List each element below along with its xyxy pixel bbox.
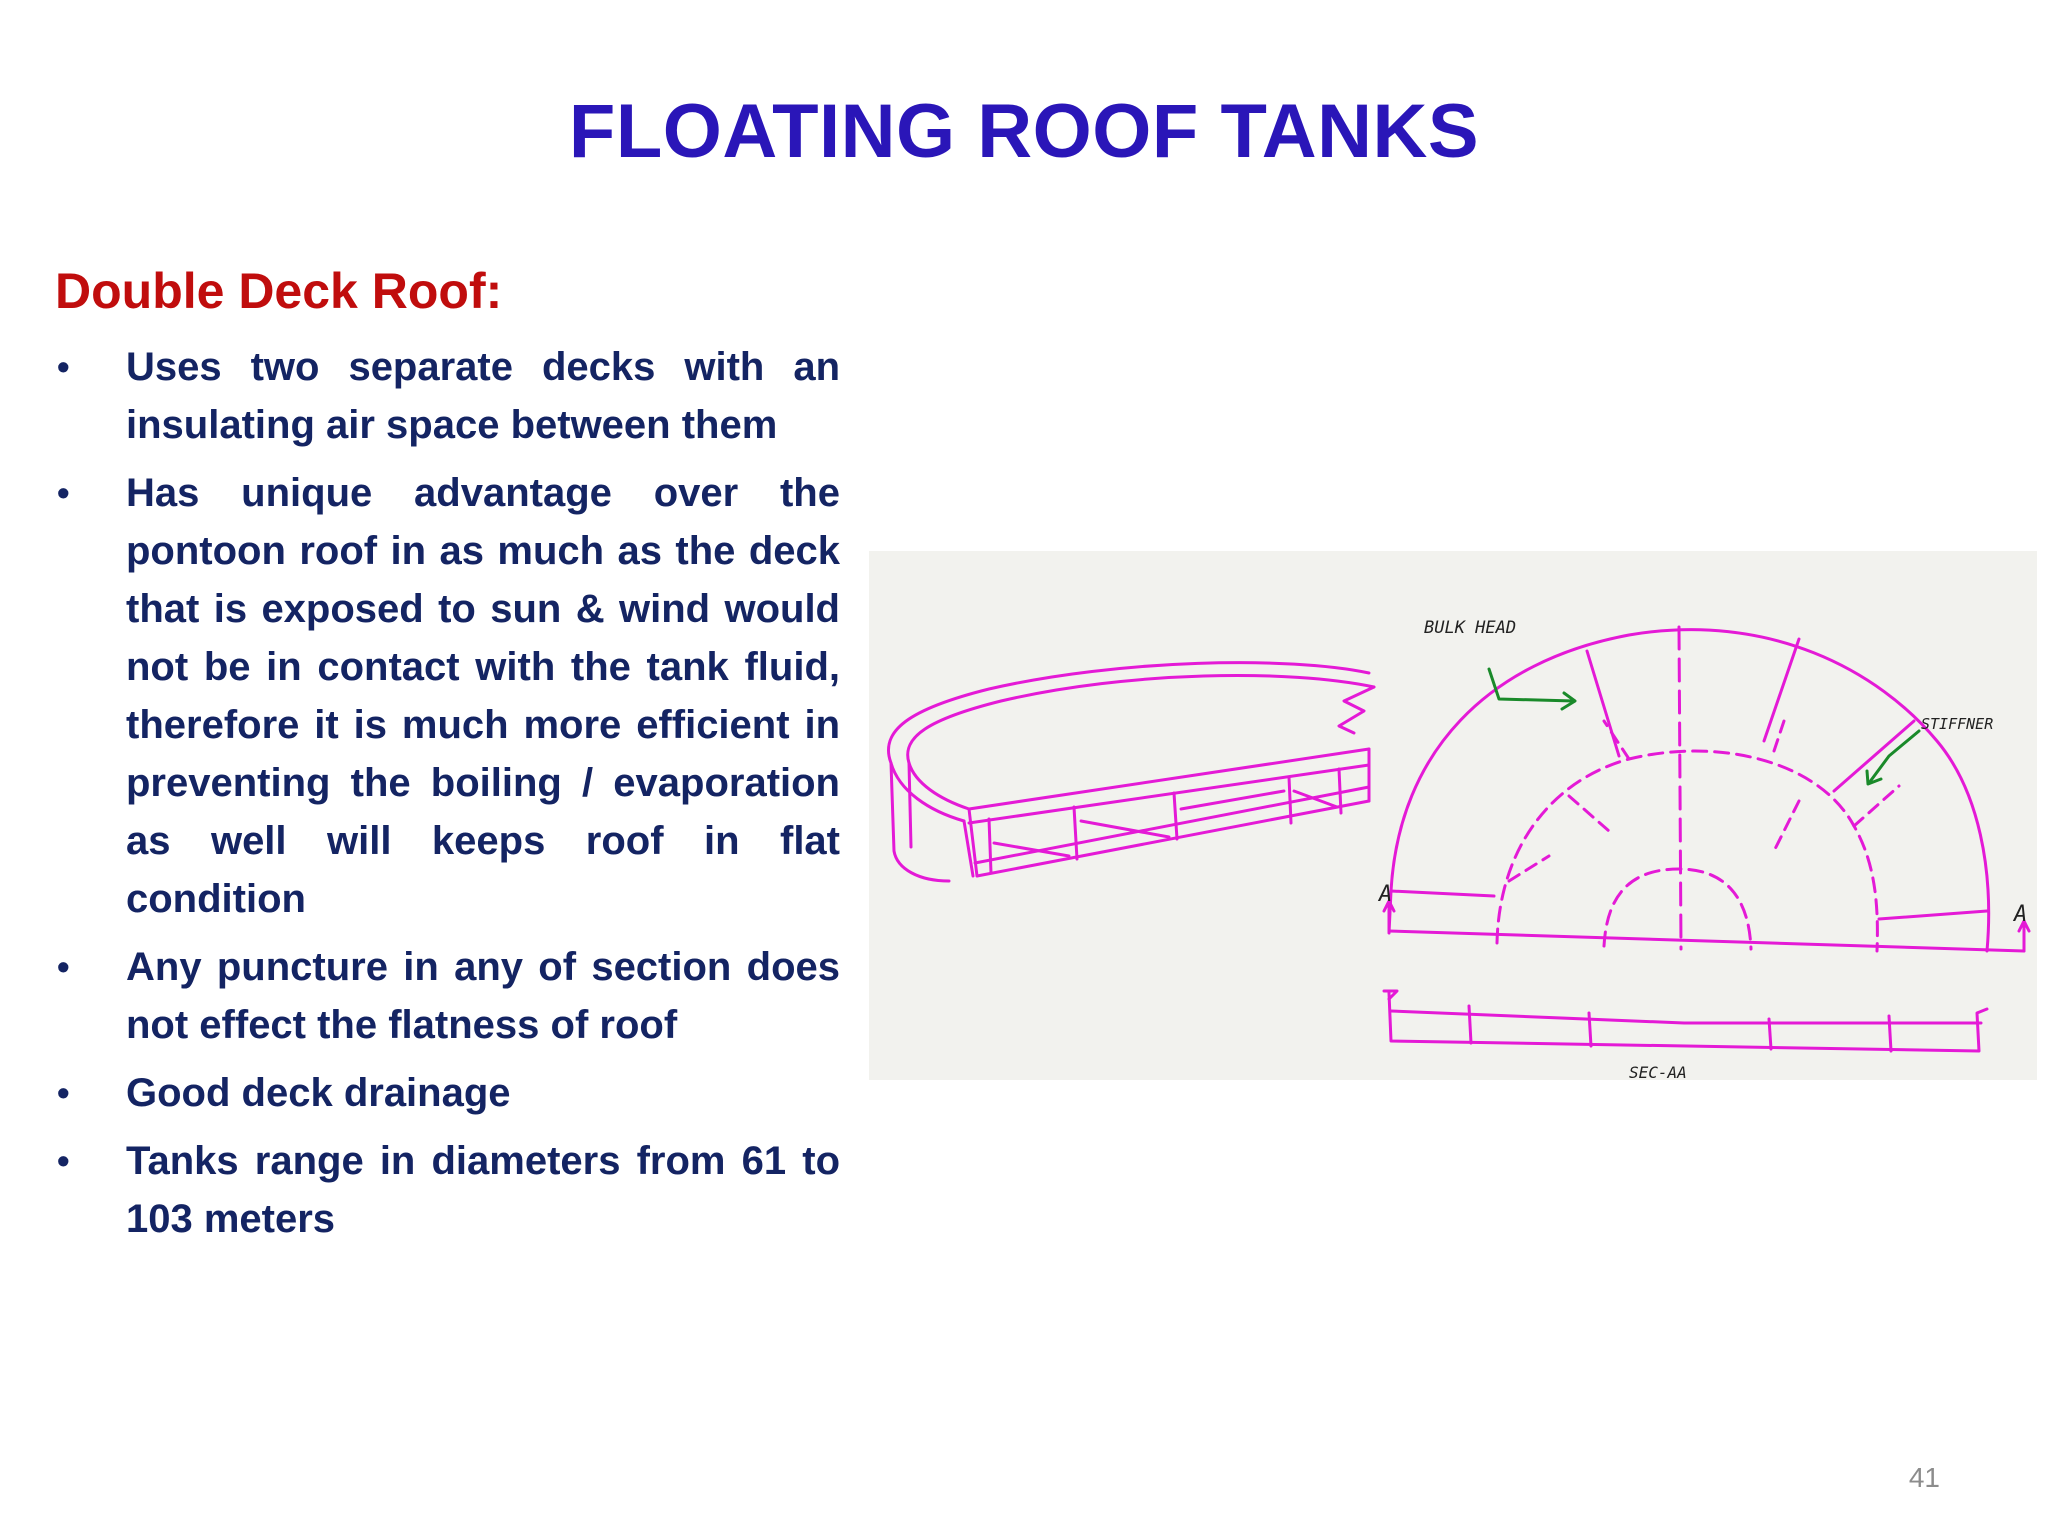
bullet-list — [55, 338, 840, 1258]
roof-plan-drawing — [1384, 627, 2029, 951]
bullet-text: Uses two separate decks with an insulating air space between them — [126, 345, 840, 447]
double-deck-roof-sketch — [869, 551, 2037, 1080]
bulk-head-label: BULK HEAD — [1424, 618, 1517, 638]
slide-title: FLOATING ROOF TANKS — [568, 89, 1480, 174]
bullet-text: Any puncture in any of section does not effect the flatness of roof — [126, 945, 840, 1047]
page-number: 41 — [1908, 1462, 1940, 1493]
bullet-item — [55, 1064, 840, 1122]
bullet-text: Has unique advantage over the pontoon roof in as much as the deck that is exposed to sun & wind would not be in contact with the tank fluid, therefore it is much more efficient in preventing the boiling / evaporation as well will keeps roof in flat condition — [126, 471, 840, 921]
section-aa-drawing — [1384, 991, 1987, 1051]
bullet-item — [55, 464, 840, 928]
bullet-dot-icon: • — [57, 946, 70, 987]
bullet-dot-icon: • — [57, 346, 70, 387]
bullet-dot-icon: • — [57, 472, 70, 513]
bullet-dot-icon: • — [57, 1072, 70, 1113]
section-caption: SEC-AA — [1629, 1063, 1687, 1080]
section-mark-left: A — [1379, 882, 1393, 907]
section-mark-right: A — [2014, 902, 2028, 927]
bullet-text: Good deck drainage — [126, 1071, 511, 1115]
stiffener-label: STIFFNER — [1921, 715, 1994, 733]
bullet-item — [55, 938, 840, 1054]
roof-perspective-drawing — [888, 663, 1374, 881]
section-subtitle: Double Deck Roof: — [55, 263, 503, 319]
sketch-svg — [869, 551, 2037, 1080]
bullet-item — [55, 338, 840, 454]
bullet-dot-icon: • — [57, 1140, 70, 1181]
bullet-text: Tanks range in diameters from 61 to 103 meters — [126, 1139, 840, 1241]
bullet-item — [55, 1132, 840, 1248]
